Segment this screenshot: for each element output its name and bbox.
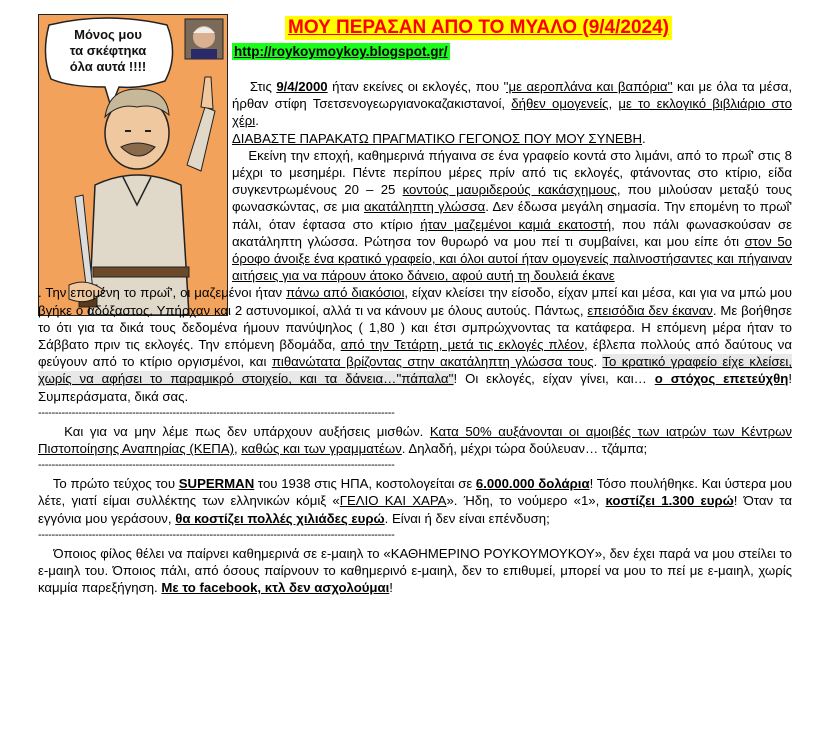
text: , που πάλι φωνασκούσαν σε ακατάληπτη γλώσσα. Ρώτησα τον θυρωρό να μου πεί τι συμβαίνει, και μου είπε ότι — [232, 216, 792, 249]
text: 9/4/2000 — [276, 79, 328, 94]
text: Και για να μην λέμε πως δεν υπάρχουν αυξήσεις μισθών. — [64, 423, 430, 439]
text: Κατα 50% αυξάνονται οι αμοιβές των ιατρών των Κέντρων Πιστοποίησης Αναπηρίας (ΚΕΠΑ) — [38, 423, 793, 457]
text: από την Τετάρτη, μετά τις εκλογές πλέον — [340, 337, 585, 353]
text: . — [593, 354, 603, 370]
text: . Με βοήθησε το ότι για τα δικά τους δεδομένα ήμουν πανύψηλος ( 1,80 ) και έτσι σμπρώχνοντας τα κατάφερα. Η επόμενη μέρα ήταν το Σάββατο πριν τις εκλογές. Την επόμενη βδομάδα, — [38, 302, 793, 353]
text: του 1938 στις ΗΠΑ, κοστολογείται σε — [254, 476, 476, 492]
story-continuation — [38, 284, 792, 404]
text: δήθεν ομογενείς — [511, 96, 609, 112]
separator-line: ---------------------------------------------------------------------------------------------------------- — [38, 459, 395, 472]
text: Με το facebook, κτλ δεν ασχολούμαι — [161, 580, 390, 596]
article-body — [38, 78, 792, 596]
text: . Δεν έδωσα μεγάλη σημασία. Την επομένη το πρωΐ' πάλι, όταν έφτασα στο κτίριο — [232, 199, 792, 232]
text: ! — [389, 580, 393, 596]
separator-line: ---------------------------------------------------------------------------------------------------------- — [38, 406, 395, 419]
text: ! Συμπεράσματα, δικά σας. — [38, 371, 792, 404]
text: Όποιος φίλος θέλει να παίρνει καθημερινά σε ε-μαιηλ το «ΚΑΘΗΜΕΡΙΝΟ ΡΟΥΚΟΥΜΟΥΚΟΥ», δεν έχει παρά να μου στείλει το ε-μαιηλ του. Όποιος πάλι, από όσους παίρνουν το καθημερινό ε-μαιηλ, δεν το επιθυμεί, μπορεί να μου το πεί με ε-μαιηλ, χωρίς καμμία παρεξήγηση. — [38, 545, 792, 596]
separator-line: ---------------------------------------------------------------------------------------------------------- — [38, 528, 395, 541]
text: . Δηλαδή, μέχρι τώρα δούλευαν… τζάμπα; — [401, 441, 648, 457]
text: ήταν μαζεμένοι καμιά εκατοστή — [420, 216, 612, 232]
text: ΓΕΛΙΟ ΚΑΙ ΧΑΡΑ — [339, 493, 447, 509]
text: πάνω από διακόσιοι — [286, 285, 405, 301]
text: ο στόχος επετεύχθη — [654, 371, 789, 387]
text: , — [608, 96, 619, 112]
text: Στις — [249, 79, 277, 94]
text: SUPERMAN — [178, 476, 255, 492]
text: ΔΙΑΒΑΣΤΕ ΠΑΡΑΚΑΤΩ ΠΡΑΓΜΑΤΙΚΟ ΓΕΓΟΝΟΣ ΠΟΥ ΜΟΥ ΣΥΝΕΒΗ — [232, 130, 643, 146]
text: και με όλα τα μέσα, ήρθαν στίφη Τσετσενογεωργιανοκαζακιστανοί, — [232, 79, 792, 112]
text: ! Όταν τα εγγόνια μου γεράσουν, — [38, 493, 793, 526]
text: ! Οι εκλογές, είχαν γίνει, και… — [453, 371, 655, 387]
text: 6.000.000 δολάρια — [475, 476, 590, 492]
text: καθώς και των γραμματέων — [241, 441, 402, 457]
text: ! Τόσο πουλήθηκε. Και ύστερα μου λέτε, γιατί είμαι συλλέκτης των ελληνικών κόμιξ « — [38, 476, 792, 509]
page-title: ΜΟΥ ΠΕΡΑΣΑΝ ΑΠΟ ΤΟ ΜΥΑΛΟ (9/4/2024) — [285, 16, 672, 40]
text: , είχαν κλείσει την είσοδο, είχαν μπεί και μέσα, και για να μπώ μου βγήκε ο αδόξαστος. Υπήρχαν και 2 αστυνομικοί, αλλά τι να κάνουν με όλους αυτούς. Πάντως, — [38, 285, 792, 318]
text: στον 5ο όροφο άνοιξε ένα κρατικό γραφείο, και όλοι αυτοί ήταν ομογενείς παλινοστήσαντες και πήγαιναν αιτήσεις για να πάρουν άτοκο δάνειο, αφού αυτή τη δουλειά έκανε — [232, 233, 792, 284]
text: κοντούς μαυριδερούς κακάσχημους — [402, 182, 617, 198]
text: , έβλεπα πολλούς από δαύτους να φεύγουν από το κτίριο οργισμένοι, και — [38, 337, 792, 370]
text: πιθανώτατα βρίζοντας στην ακατάληπτη γλώσσα τους — [271, 354, 594, 370]
text: . Είναι ή δεν είναι επένδυση; — [384, 510, 550, 526]
text: Το πρώτο τεύχος του — [52, 476, 179, 492]
text: , που μιλούσαν μεταξύ τους φωνασκώντας, σε μια — [232, 182, 792, 215]
text: ». Ήδη, το νούμερο «1», — [446, 493, 606, 509]
text: 'με αεροπλάνα και βαπόρια'' — [506, 79, 673, 94]
text: κοστίζει 1.300 ευρώ — [605, 493, 734, 509]
text: Εκείνη την εποχή, καθημερινά πήγαινα σε ένα γραφείο κοντά στο λιμάνι, από το πρωΐ' στις 8 μέχρι το μεσημέρι. Πέντε περίπου μέρες πρίν από τις εκλογές, φτάνοντας στο κτίριο, είδα συγκεντρωμένους 20 – 25 — [232, 147, 792, 198]
text: θα κοστίζει πολλές χιλιάδες ευρώ — [175, 510, 385, 526]
text: με το εκλογικό βιβλιάριο στο χέρι — [232, 96, 792, 129]
text: ακατάληπτη γλώσσα — [363, 199, 486, 215]
text: Το κρατικό γραφείο είχε κλείσει, χωρίς να αφήσει το παραμικρό στοιχείο, και τα δάνεια…''πάπαλα'' — [38, 354, 792, 387]
text: , — [234, 441, 242, 457]
text: . — [642, 130, 646, 146]
superman-paragraph — [38, 475, 792, 527]
salaries-paragraph — [38, 423, 792, 457]
text: . — [255, 113, 259, 129]
story-paragraph — [38, 78, 792, 284]
newsletter-paragraph — [38, 545, 792, 597]
text: επεισόδια δεν έκαναν — [587, 302, 713, 318]
speech-bubble-text: Μόνος μου τα σκέφτηκα όλα αυτά !!!! — [69, 27, 147, 74]
text: ήταν εκείνες οι εκλογές, που ' — [327, 79, 507, 94]
text: . Την επομένη το πρωΐ', οι μαζεμένοι ήταν — [38, 285, 287, 301]
blog-link[interactable]: http://roykoymoykoy.blogspot.gr/ — [234, 44, 448, 59]
